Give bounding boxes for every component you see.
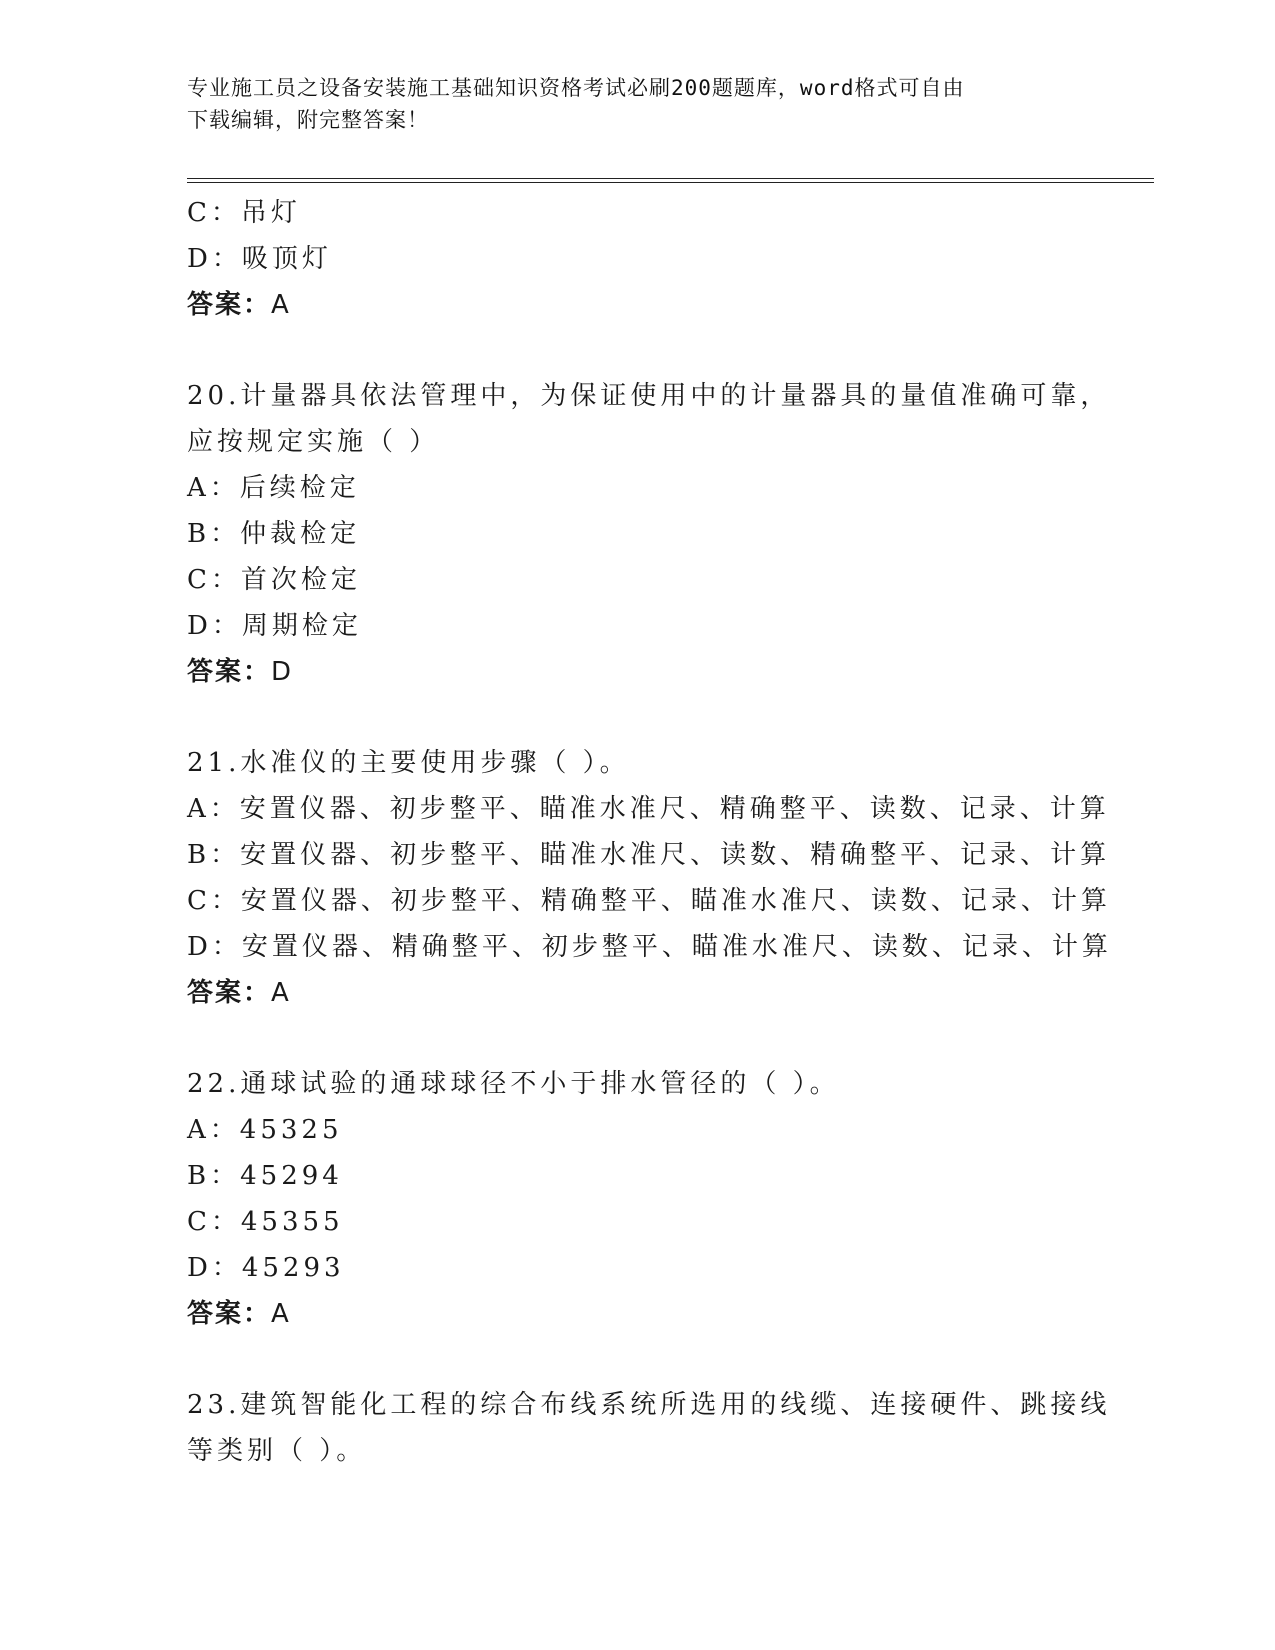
question-21 xyxy=(187,740,1147,1016)
answer-line xyxy=(187,282,1147,328)
option-c: C：吊灯 xyxy=(187,198,301,228)
option-b: B：仲裁检定 xyxy=(187,519,361,549)
option-d: D：45293 xyxy=(187,1253,345,1283)
answer-label: 答案： xyxy=(187,978,272,1008)
header-divider xyxy=(187,178,1154,183)
question-stem-continued: 应按规定实施（ ） xyxy=(187,427,440,457)
question-stem: 23.建筑智能化工程的综合布线系统所选用的线缆、连接硬件、跳接线 xyxy=(187,1390,1111,1420)
question-stem-continued: 等类别（ ）。 xyxy=(187,1436,367,1466)
question-22 xyxy=(187,1061,1147,1337)
answer-value: A xyxy=(271,978,291,1008)
question-19-tail xyxy=(187,190,1147,328)
header-title-line-1: 专业施工员之设备安装施工基础知识资格考试必刷200题题库，word格式可自由 xyxy=(187,76,965,100)
option-a: A：45325 xyxy=(187,1115,343,1145)
question-stem: 21.水准仪的主要使用步骤（ ）。 xyxy=(187,748,630,778)
document-header xyxy=(187,72,1067,136)
answer-label: 答案： xyxy=(187,1299,272,1329)
answer-line xyxy=(187,970,1147,1016)
answer-label: 答案： xyxy=(187,290,272,320)
question-20 xyxy=(187,373,1147,695)
question-stem: 20.计量器具依法管理中，为保证使用中的计量器具的量值准确可靠， xyxy=(187,381,1111,411)
option-c: C：首次检定 xyxy=(187,565,361,595)
option-c: C：45355 xyxy=(187,1207,344,1237)
answer-line xyxy=(187,1291,1147,1337)
question-content xyxy=(187,190,1147,1474)
question-23 xyxy=(187,1382,1147,1474)
option-a: A：后续检定 xyxy=(187,473,360,503)
option-c: C：安置仪器、初步整平、精确整平、瞄准水准尺、读数、记录、计算 xyxy=(187,886,1111,916)
answer-line xyxy=(187,649,1147,695)
option-b: B：安置仪器、初步整平、瞄准水准尺、读数、精确整平、记录、计算 xyxy=(187,840,1111,870)
option-d: D：周期检定 xyxy=(187,611,362,641)
header-title-line-2: 下载编辑，附完整答案！ xyxy=(187,108,429,132)
option-d: D：安置仪器、精确整平、初步整平、瞄准水准尺、读数、记录、计算 xyxy=(187,932,1112,962)
option-d: D：吸顶灯 xyxy=(187,244,332,274)
option-b: B：45294 xyxy=(187,1161,343,1191)
option-a: A：安置仪器、初步整平、瞄准水准尺、精确整平、读数、记录、计算 xyxy=(187,794,1110,824)
answer-label: 答案： xyxy=(187,657,272,687)
answer-value: A xyxy=(271,1299,291,1329)
answer-value: A xyxy=(271,290,291,320)
answer-value: D xyxy=(271,657,294,687)
question-stem: 22.通球试验的通球球径不小于排水管径的（ ）。 xyxy=(187,1069,840,1099)
